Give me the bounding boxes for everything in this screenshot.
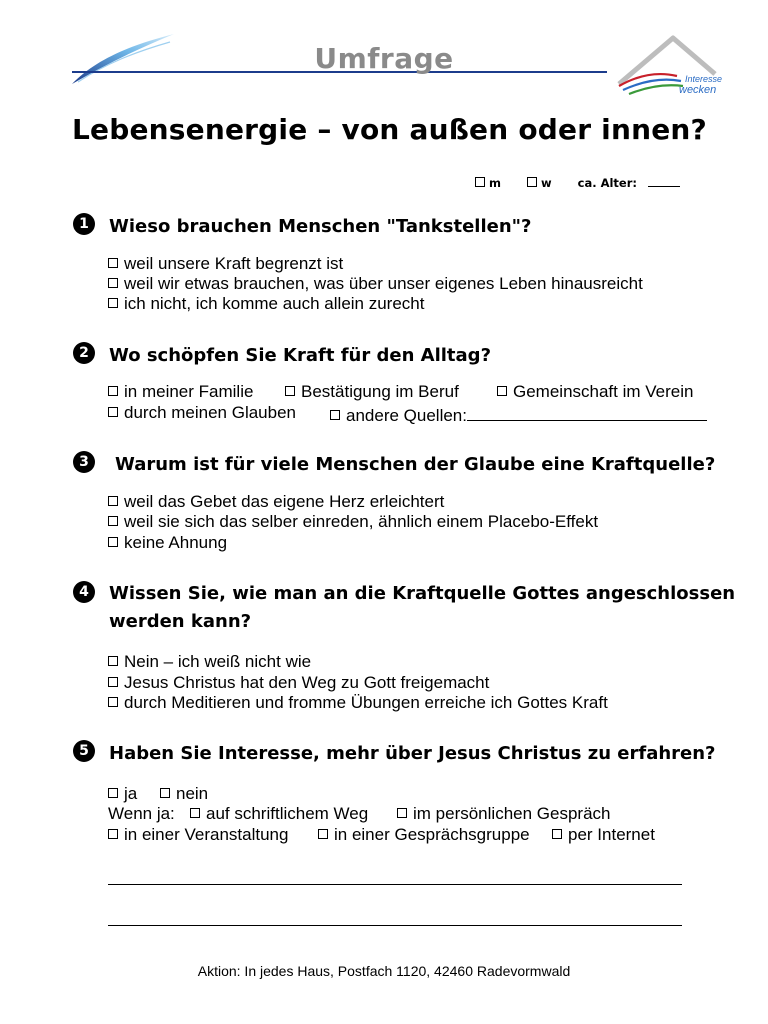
checkbox-icon[interactable] xyxy=(497,386,507,396)
checkbox-icon[interactable] xyxy=(330,410,340,420)
question-3-number: 3 xyxy=(73,451,95,473)
checkbox-icon[interactable] xyxy=(397,808,407,818)
q5-option-internet[interactable]: per Internet xyxy=(552,825,655,845)
q5-option-no[interactable]: nein xyxy=(160,784,208,804)
checkbox-icon[interactable] xyxy=(552,829,562,839)
checkbox-icon[interactable] xyxy=(160,788,170,798)
q2-option-job[interactable]: Bestätigung im Beruf xyxy=(285,382,459,402)
question-4-text-line1: Wissen Sie, wie man an die Kraftquelle Gottes angeschlossen xyxy=(109,583,736,604)
demographics-row xyxy=(475,176,702,190)
checkbox-icon[interactable] xyxy=(108,258,118,268)
question-5-number: 5 xyxy=(73,740,95,762)
question-5-text: Haben Sie Interesse, mehr über Jesus Christus zu erfahren? xyxy=(109,743,716,764)
answer-line-2[interactable] xyxy=(108,925,682,926)
checkbox-icon[interactable] xyxy=(475,177,485,187)
interesse-wecken-logo xyxy=(615,34,721,98)
q1-option-3[interactable]: ich nicht, ich komme auch allein zurecht xyxy=(108,294,424,314)
q2-option-faith[interactable]: durch meinen Glauben xyxy=(108,403,296,423)
question-3-text: Warum ist für viele Menschen der Glaube eine Kraftquelle? xyxy=(115,454,716,475)
logo-text-line1: Interesse xyxy=(685,74,723,84)
checkbox-icon[interactable] xyxy=(108,496,118,506)
female-option[interactable]: w xyxy=(527,176,563,190)
checkbox-icon[interactable] xyxy=(108,278,118,288)
question-2-number: 2 xyxy=(73,342,95,364)
question-2-text: Wo schöpfen Sie Kraft für den Alltag? xyxy=(109,345,492,366)
checkbox-icon[interactable] xyxy=(108,677,118,687)
age-blank[interactable] xyxy=(648,186,680,187)
q3-option-1[interactable]: weil das Gebet das eigene Herz erleichtert xyxy=(108,492,444,512)
checkbox-icon[interactable] xyxy=(285,386,295,396)
checkbox-icon[interactable] xyxy=(108,386,118,396)
checkbox-icon[interactable] xyxy=(108,656,118,666)
main-title: Lebensenergie – von außen oder innen? xyxy=(72,113,707,146)
q4-option-1[interactable]: Nein – ich weiß nicht wie xyxy=(108,652,311,672)
q1-option-1[interactable]: weil unsere Kraft begrenzt ist xyxy=(108,254,343,274)
checkbox-icon[interactable] xyxy=(527,177,537,187)
checkbox-icon[interactable] xyxy=(108,537,118,547)
q3-option-2[interactable]: weil sie sich das selber einreden, ähnlich einem Placebo-Effekt xyxy=(108,512,598,532)
q4-option-3[interactable]: durch Meditieren und fromme Übungen erreiche ich Gottes Kraft xyxy=(108,693,608,713)
checkbox-icon[interactable] xyxy=(108,697,118,707)
logo-text-line2: wecken xyxy=(679,84,717,96)
checkbox-icon[interactable] xyxy=(108,829,118,839)
q5-if-yes-label: Wenn ja: xyxy=(108,804,175,823)
q5-option-written[interactable]: auf schriftlichem Weg xyxy=(190,804,368,824)
male-option[interactable]: m xyxy=(475,176,512,190)
checkbox-icon[interactable] xyxy=(108,407,118,417)
question-4-text-line2: werden kann? xyxy=(109,611,252,632)
q3-option-3[interactable]: keine Ahnung xyxy=(108,533,227,553)
checkbox-icon[interactable] xyxy=(108,788,118,798)
question-1-text: Wieso brauchen Menschen "Tankstellen"? xyxy=(109,216,532,237)
other-sources-blank[interactable] xyxy=(467,403,707,421)
q5-option-personal[interactable]: im persönlichen Gespräch xyxy=(397,804,610,824)
answer-line-1[interactable] xyxy=(108,884,682,885)
q5-option-event[interactable]: in einer Veranstaltung xyxy=(108,825,288,845)
q2-option-club[interactable]: Gemeinschaft im Verein xyxy=(497,382,693,402)
question-1-number: 1 xyxy=(73,213,95,235)
q1-option-2[interactable]: weil wir etwas brauchen, was über unser eigenes Leben hinausreicht xyxy=(108,274,643,294)
q4-option-2[interactable]: Jesus Christus hat den Weg zu Gott freigemacht xyxy=(108,673,489,693)
q5-option-group[interactable]: in einer Gesprächsgruppe xyxy=(318,825,530,845)
checkbox-icon[interactable] xyxy=(190,808,200,818)
age-field[interactable]: ca. Alter: xyxy=(578,176,691,190)
header-title: Umfrage xyxy=(314,42,454,75)
q2-option-other[interactable]: andere Quellen: xyxy=(330,403,707,426)
q2-option-family[interactable]: in meiner Familie xyxy=(108,382,253,402)
checkbox-icon[interactable] xyxy=(108,516,118,526)
checkbox-icon[interactable] xyxy=(318,829,328,839)
q5-option-yes[interactable]: ja xyxy=(108,784,137,804)
checkbox-icon[interactable] xyxy=(108,298,118,308)
question-4-number: 4 xyxy=(73,581,95,603)
footer-address: Aktion: In jedes Haus, Postfach 1120, 42460 Radevormwald xyxy=(197,963,571,979)
